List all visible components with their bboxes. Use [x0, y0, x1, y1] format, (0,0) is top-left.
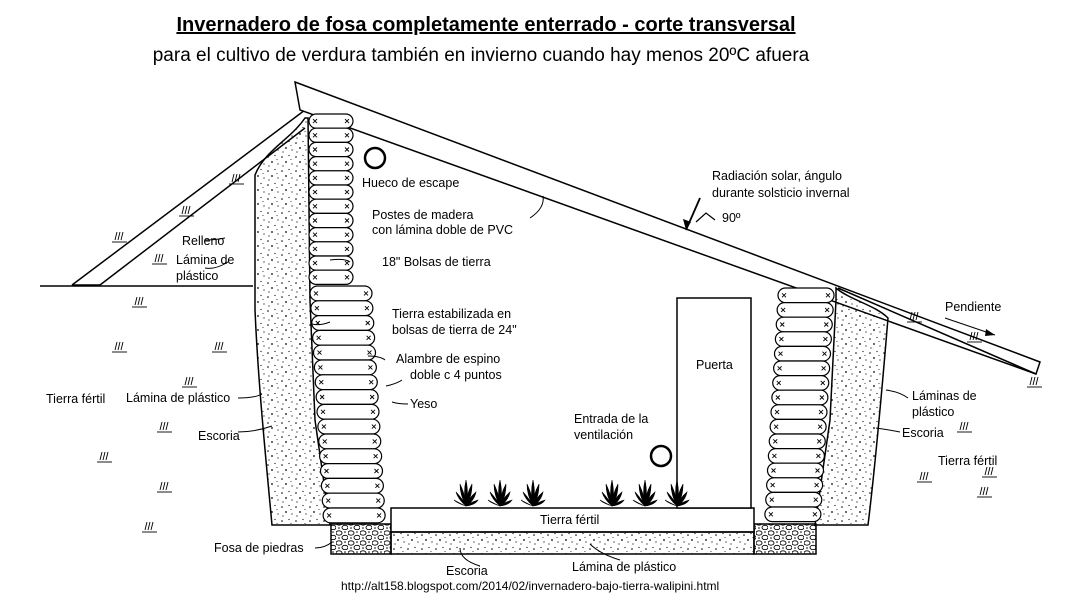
earthbag — [765, 507, 821, 522]
earthbag — [312, 316, 374, 331]
soil-symbol — [920, 472, 922, 480]
soil-symbol — [926, 472, 928, 480]
upper-bag-column — [309, 114, 353, 284]
slag-layer — [391, 532, 754, 554]
soil-symbol — [115, 342, 117, 350]
label-plastic-top-1: Lámina de — [176, 253, 235, 267]
earthbag — [318, 419, 380, 434]
earthbag — [315, 375, 377, 390]
soil-symbol — [160, 422, 162, 430]
soil-symbol — [232, 174, 234, 182]
soil-symbol — [185, 377, 187, 385]
earthbag — [774, 361, 830, 376]
label-stabilized-2: bolsas de tierra de 24" — [392, 323, 517, 337]
diagram-title: Invernadero de fosa completamente enterrado - corte transversal — [176, 14, 796, 36]
label-slag-right: Escoria — [902, 426, 944, 440]
earthbag — [321, 464, 383, 479]
soil-symbol — [185, 206, 187, 214]
soil-symbol — [118, 342, 120, 350]
earthbag — [322, 493, 384, 508]
earthbag — [768, 463, 824, 478]
label-barbed-wire-2: doble c 4 puntos — [410, 368, 502, 382]
soil-symbol — [963, 422, 965, 430]
plant — [600, 480, 624, 506]
label-18-bags: 18" Bolsas de tierra — [382, 255, 491, 269]
plant — [633, 480, 657, 506]
label-fertile-soil-right: Tierra fértil — [938, 454, 998, 468]
source-url: http://alt158.blogspot.com/2014/02/invernadero-bajo-tierra-walipini.html — [341, 579, 720, 593]
soil-symbol — [100, 452, 102, 460]
diagram-subtitle: para el cultivo de verdura también en invierno cuando hay menos 20ºC afuera — [152, 45, 810, 66]
earthbag — [775, 346, 831, 361]
soil-symbol — [986, 487, 988, 495]
soil-symbol — [1030, 377, 1032, 385]
label-posts-2: con lámina doble de PVC — [372, 223, 514, 237]
door — [677, 298, 751, 508]
soil-symbol — [141, 297, 143, 305]
soil-symbol — [960, 422, 962, 430]
plant — [454, 480, 478, 506]
label-exhaust-vent: Hueco de escape — [362, 176, 460, 190]
soil-symbol — [121, 342, 123, 350]
soil-symbol — [191, 377, 193, 385]
earthbag — [323, 508, 385, 523]
soil-symbol — [106, 452, 108, 460]
soil-symbol — [166, 422, 168, 430]
earthbag — [773, 376, 829, 391]
label-plastic-top-2: plástico — [176, 269, 219, 283]
label-vent-inlet-1: Entrada de la — [574, 412, 649, 426]
soil-symbol — [980, 487, 982, 495]
soil-symbol — [923, 472, 925, 480]
plant — [521, 480, 545, 506]
label-fill: Relleno — [182, 234, 225, 248]
right-rock-trench — [754, 524, 816, 554]
earthbag — [776, 317, 832, 332]
label-slag-left: Escoria — [198, 429, 240, 443]
left-lower-bag-column — [310, 286, 385, 523]
soil-symbol — [1033, 377, 1035, 385]
earthbag — [317, 404, 379, 419]
label-plaster: Yeso — [410, 397, 438, 411]
soil-symbol — [218, 342, 220, 350]
soil-symbol — [188, 206, 190, 214]
soil-symbol — [145, 522, 147, 530]
earthbag — [766, 492, 822, 507]
exhaust-vent — [365, 148, 385, 168]
soil-symbol — [115, 232, 117, 240]
soil-symbol — [215, 342, 217, 350]
earthbag — [313, 330, 375, 345]
earthbag — [314, 360, 376, 375]
earthbag — [319, 434, 381, 449]
earthbag — [777, 303, 833, 318]
soil-symbol — [166, 482, 168, 490]
earthbag — [771, 405, 827, 420]
soil-symbol — [983, 487, 985, 495]
soil-symbol — [135, 297, 137, 305]
earthbag — [770, 419, 826, 434]
soil-symbol — [121, 232, 123, 240]
soil-symbol — [118, 232, 120, 240]
earthbag — [778, 288, 834, 303]
earthbag — [772, 390, 828, 405]
label-fertile-soil-left: Tierra fértil — [46, 392, 106, 406]
soil-symbol — [151, 522, 153, 530]
earthbag — [316, 390, 378, 405]
soil-symbol — [221, 342, 223, 350]
soil-symbol — [160, 482, 162, 490]
label-plastic-left: Lámina de plástico — [126, 391, 231, 405]
left-rock-trench — [331, 524, 391, 554]
label-fertile-soil-bed: Tierra fértil — [540, 513, 600, 527]
label-slag-bottom: Escoria — [446, 564, 488, 578]
label-door: Puerta — [696, 358, 733, 372]
label-rock-trench: Fosa de piedras — [214, 541, 304, 555]
soil-symbol — [966, 422, 968, 430]
soil-symbol — [182, 206, 184, 214]
label-slope: Pendiente — [945, 300, 1002, 314]
earthbag — [775, 332, 831, 347]
earthbag — [320, 449, 382, 464]
earthbag — [314, 345, 376, 360]
soil-symbol — [158, 254, 160, 262]
soil-symbol — [163, 422, 165, 430]
earthbag — [321, 478, 383, 493]
plant — [488, 480, 512, 506]
soil-symbol — [148, 522, 150, 530]
soil-symbol — [1036, 377, 1038, 385]
label-plastic-sheets-right-1: Láminas de — [912, 389, 977, 403]
soil-symbols — [97, 174, 1042, 532]
label-solar-radiation-2: durante solsticio invernal — [712, 186, 850, 200]
soil-symbol — [103, 452, 105, 460]
soil-symbol — [188, 377, 190, 385]
label-plastic-sheets-right-2: plástico — [912, 405, 955, 419]
earthbag — [310, 286, 372, 301]
soil-symbol — [155, 254, 157, 262]
earthbag — [769, 434, 825, 449]
label-plastic-bottom: Lámina de plástico — [572, 560, 677, 574]
ventilation-inlet — [651, 446, 671, 466]
label-barbed-wire-1: Alambre de espino — [396, 352, 501, 366]
soil-symbol — [161, 254, 163, 262]
soil-symbol — [163, 482, 165, 490]
plants — [454, 480, 689, 506]
label-posts-1: Postes de madera — [372, 208, 474, 222]
label-vent-inlet-2: ventilación — [574, 428, 634, 442]
label-angle: 90º — [722, 211, 741, 225]
earthbag — [311, 301, 373, 316]
label-stabilized-1: Tierra estabilizada en — [392, 307, 512, 321]
right-angle-marker — [696, 213, 715, 222]
soil-symbol — [138, 297, 140, 305]
label-solar-radiation-1: Radiación solar, ángulo — [712, 169, 842, 183]
earthbag — [768, 449, 824, 464]
earthbag — [767, 478, 823, 493]
